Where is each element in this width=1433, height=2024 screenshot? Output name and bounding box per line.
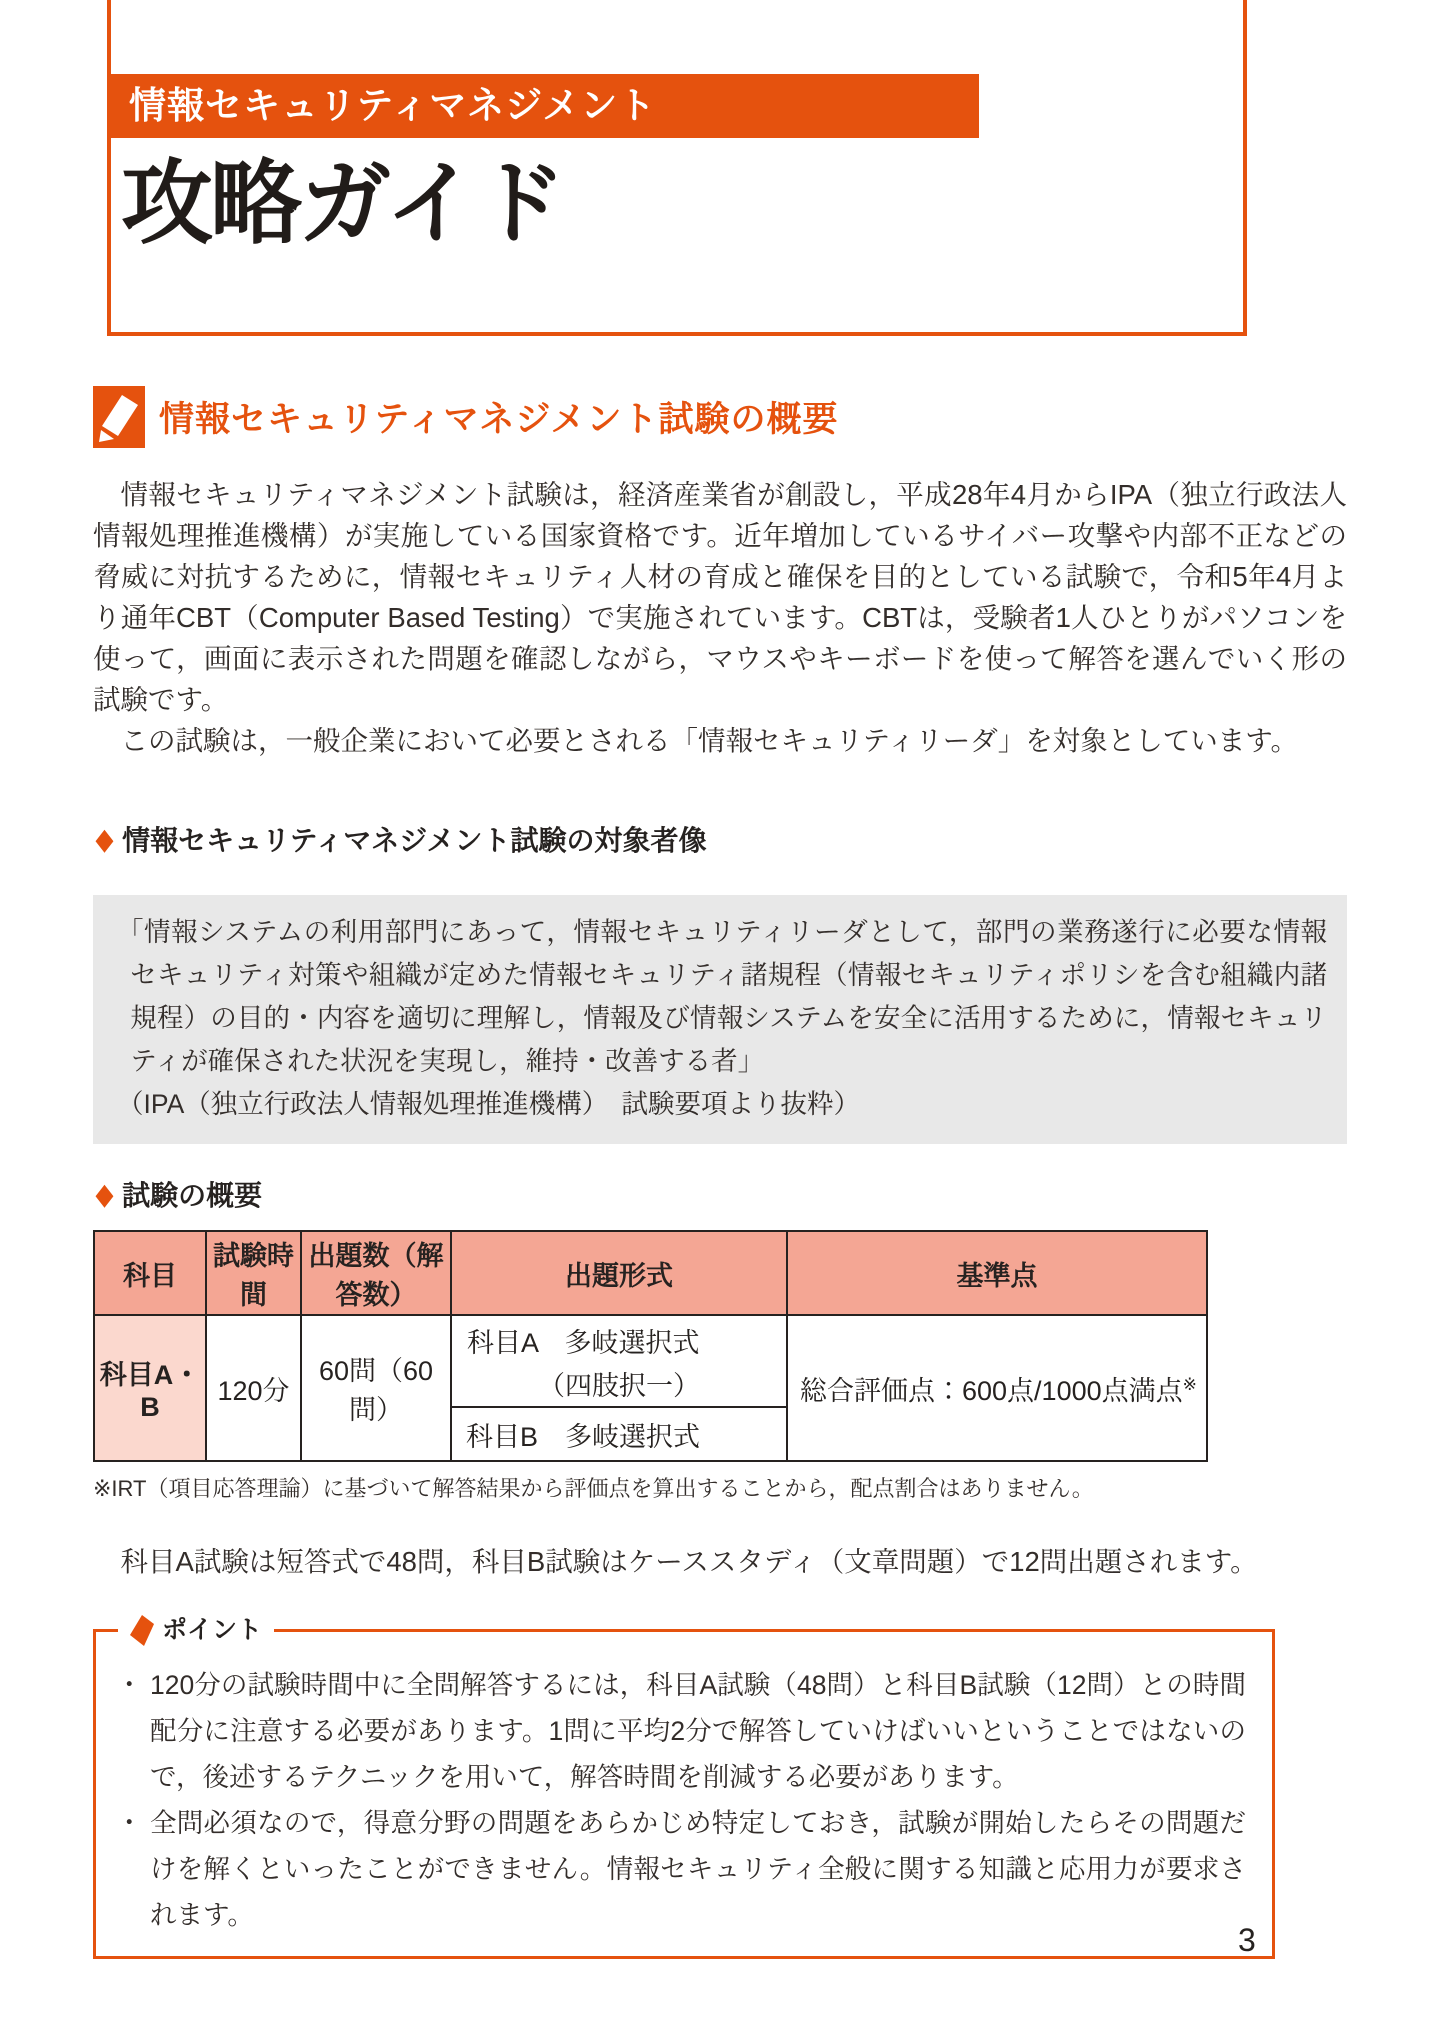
cell-criteria	[787, 1315, 1207, 1461]
table-footnote: ※IRT（項目応答理論）に基づいて解答結果から評価点を算出することから，配点割合はありません。	[93, 1476, 1094, 1501]
point-box-legend	[118, 1612, 274, 1648]
cell-duration: 120分	[206, 1315, 301, 1461]
quote-source: （IPA（独立行政法人情報処理推進機構） 試験要項より抜粋）	[117, 1089, 860, 1119]
lead-sentence: 科目A試験は短答式で48問，科目B試験はケーススタディ（文章問題）で12問出題されます。	[120, 1546, 1258, 1577]
column-header-subject: 科目	[94, 1231, 206, 1315]
point-item-text: 120分の試験時間中に全問解答するには，科目A試験（48問）と科目B試験（12問）との時間配分に注意する必要があります。1問に平均2分で解答していけばいいということではないので，後述するテクニックを用いて，解答時間を削減する必要があります。	[150, 1670, 1246, 1792]
overview-section-heading	[93, 386, 1347, 448]
cell-format-a	[451, 1315, 787, 1407]
target-audience-heading	[93, 819, 1347, 859]
exam-overview-heading	[93, 1174, 1347, 1214]
exam-overview-table	[93, 1230, 1208, 1462]
criteria-text: 総合評価点：600点/1000点満点	[800, 1375, 1183, 1406]
criteria-note-mark: ※	[1182, 1374, 1197, 1394]
format-a-line2: （四肢択一）	[538, 1371, 700, 1401]
quote-text: 「情報システムの利用部門にあって，情報セキュリティリーダとして，部門の業務遂行に必要な情報セキュリティ対策や組織が定めた情報セキュリティ諸規程（情報セキュリティポリシを含む組織内諸規程）の目的・内容を適切に理解し，情報及び情報システムを安全に活用するために，情報セキュリティが確保された状況を実現し，維持・改善する者」	[117, 917, 1327, 1076]
point-item	[116, 1662, 1246, 1800]
pencil-icon	[93, 386, 145, 448]
target-audience-heading-text: 情報セキュリティマネジメント試験の対象者像	[122, 825, 707, 856]
table-header-row	[94, 1231, 1207, 1315]
overview-paragraph-2: この試験は，一般企業において必要とされる「情報セキュリティリーダ」を対象としています。	[120, 725, 1299, 756]
cell-questions: 60問（60問）	[301, 1315, 451, 1461]
cell-format-b: 科目B 多岐選択式	[451, 1407, 787, 1461]
point-box	[93, 1616, 1275, 1959]
point-item-text: 全問必須なので，得意分野の問題をあらかじめ特定しておき，試験が開始したらその問題だけを解くといったことができません。情報セキュリティ全般に関する知識と応用力が要求されます。	[150, 1808, 1246, 1930]
bullet: ・	[116, 1670, 143, 1700]
diamond-icon: ◆	[95, 822, 114, 856]
column-header-format: 出題形式	[451, 1231, 787, 1315]
diamond-icon: ◆	[95, 1177, 114, 1211]
target-audience-quote-box	[93, 895, 1347, 1144]
bullet: ・	[116, 1808, 143, 1838]
cell-subject: 科目A・B	[94, 1315, 206, 1461]
table-row	[94, 1315, 1207, 1407]
column-header-duration: 試験時間	[206, 1231, 301, 1315]
overview-paragraphs	[93, 474, 1347, 761]
exam-overview-heading-text: 試験の概要	[122, 1180, 263, 1211]
overview-heading-text: 情報セキュリティマネジメント試験の概要	[159, 400, 839, 439]
page-number: 3	[1238, 1922, 1256, 1958]
point-box-label: ポイント	[162, 1616, 263, 1644]
column-header-questions: 出題数（解答数）	[301, 1231, 451, 1315]
point-item	[116, 1800, 1246, 1938]
format-a-line1: 科目A 多岐選択式	[467, 1328, 700, 1358]
tag-icon	[130, 1615, 154, 1646]
series-banner: 情報セキュリティマネジメント	[111, 74, 979, 138]
title-box	[107, 0, 1247, 336]
page-title: 攻略ガイド	[121, 153, 564, 255]
overview-paragraph-1: 情報セキュリティマネジメント試験は，経済産業省が創設し，平成28年4月からIPA（独立行政法人情報処理推進機構）が実施している国家資格です。近年増加しているサイバー攻撃や内部不正などの脅威に対抗するために，情報セキュリティ人材の育成と確保を目的としている試験で，令和5年4月より通年CBT（Computer Based Testing）で実施されています。CBTは，受験者1人ひとりがパソコンを使って，画面に表示された問題を確認しながら，マウスやキーボードを使って解答を選んでいく形の試験です。	[93, 479, 1347, 715]
column-header-criteria: 基準点	[787, 1231, 1207, 1315]
